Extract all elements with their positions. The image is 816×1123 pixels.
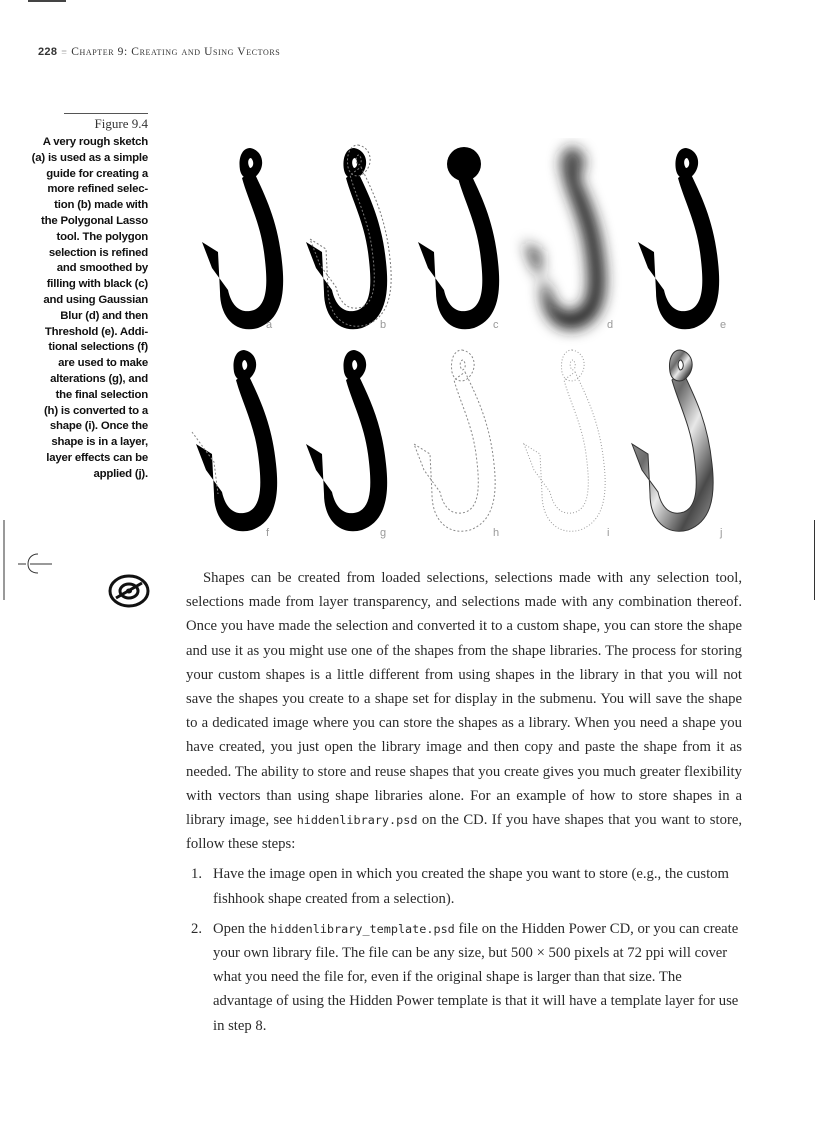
- caption-line: shape is in a layer,: [51, 436, 148, 449]
- figure-caption-text: [30, 135, 148, 483]
- caption-line: layer effects can be: [46, 451, 148, 464]
- panel-label-e: e: [720, 319, 727, 331]
- caption-line: A very rough sketch: [42, 136, 148, 148]
- step-text: file on the Hidden Power CD, or you can create your own library file. The file can be any size, but 500 × 500 pixels at 72 ppi will cover what you need the file for, even if the original shape is larger than that size. The advantage of using the Hidden Power template is that it will have a template layer for use in step 8.: [213, 920, 739, 1034]
- caption-line: more refined selec-: [47, 183, 148, 196]
- header-separator: ≡: [61, 47, 68, 58]
- caption-line: (a) is used as a simple: [31, 151, 148, 164]
- step-text: Open the: [213, 920, 267, 937]
- top-rule: [28, 0, 66, 2]
- step-text: Have the image open in which you created the shape you want to store (e.g., the custom fishhook shape created from a selection).: [213, 866, 729, 907]
- step-number: 1.: [191, 866, 203, 883]
- panel-label-c: c: [493, 319, 499, 331]
- caption-line: selection is refined: [48, 246, 148, 259]
- caption-line: the Polygonal Lasso: [41, 214, 148, 227]
- panel-label-a: a: [266, 319, 273, 331]
- fishhook-figure: [178, 138, 758, 548]
- paragraph-text: Shapes can be created from loaded selections, selections made with any selection tool, selections made from layer transparency, and selections made with any combination thereof. Once you have made the selection and converted it to a custom shape, you can store the shape and use it as you might use one of the shapes from the shape libraries. The process for storing your custom shapes is a little different from using shapes in the library in that you will not save the shapes you create to a shape set for display in the submenu. You will save the shape to a dedicated image where you can store the shapes as a library. When you need a shape you have created, you just open the library image and then copy and paste the shape from it as needed. The ability to store and reuse shapes that you create gives you much greater flexibility with vectors than using shape libraries alone. For an example of how to store shapes in a library image, see: [186, 570, 742, 829]
- panel-label-g: g: [380, 527, 387, 539]
- figure-caption: [30, 113, 148, 483]
- filename-code: hiddenlibrary_template.psd: [270, 921, 455, 936]
- panel-e-threshold: [638, 148, 719, 329]
- caption-line: tool. The polygon: [56, 230, 148, 243]
- right-margin-rule: [814, 520, 815, 600]
- caption-line: Blur (d) and then: [60, 309, 148, 322]
- body-text: [186, 566, 742, 1044]
- steps-list: [186, 862, 742, 1037]
- panel-label-b: b: [380, 319, 387, 331]
- caption-line: the final selection: [55, 388, 148, 401]
- panel-label-h: h: [493, 527, 500, 539]
- panel-g-alterations: [306, 350, 387, 531]
- panel-c-filled-black: [418, 147, 499, 329]
- caption-line: filling with black (c): [46, 278, 148, 291]
- panel-label-j: j: [720, 527, 723, 539]
- list-item: [186, 917, 742, 1038]
- caption-line: and smoothed by: [56, 262, 148, 275]
- chapter-title: Chapter 9: Creating and Using Vectors: [71, 46, 281, 58]
- caption-line: and using Gaussian: [43, 293, 148, 306]
- panel-label-i: i: [607, 527, 610, 539]
- caption-line: are used to make: [58, 357, 148, 370]
- panel-b-polygon-selection: [306, 145, 391, 329]
- panel-h-final-selection: [414, 350, 495, 531]
- panel-f-additional-selections: [192, 350, 277, 531]
- caption-line: tion (b) made with: [54, 199, 148, 212]
- crop-mark-icon: [0, 520, 60, 610]
- caption-line: Threshold (e). Addi-: [44, 325, 148, 338]
- cd-disc-icon: [108, 574, 150, 608]
- figure-title: Figure 9.4: [64, 113, 148, 132]
- panel-j-layer-effects: [632, 350, 713, 531]
- caption-line: applied (j).: [93, 467, 148, 480]
- panel-a-rough-sketch: [202, 148, 283, 329]
- step-number: 2.: [191, 920, 203, 937]
- caption-line: guide for creating a: [46, 167, 148, 180]
- page-number: 228: [38, 46, 58, 58]
- body-paragraph: [186, 566, 742, 856]
- list-item: [186, 862, 742, 910]
- panel-label-d: d: [607, 319, 614, 331]
- filename-code: hiddenlibrary.psd: [296, 813, 418, 828]
- caption-line: tional selections (f): [48, 341, 148, 354]
- caption-line: shape (i). Once the: [49, 420, 148, 433]
- panel-label-f: f: [266, 527, 270, 539]
- caption-line: alterations (g), and: [50, 372, 148, 385]
- running-head: [38, 46, 280, 58]
- panel-d-gaussian-blur: [524, 148, 605, 329]
- caption-line: (h) is converted to a: [43, 404, 148, 417]
- paragraph-text: on the CD. If you have shapes that you want to store, follow these steps:: [186, 812, 743, 853]
- panel-i-converted-shape: [524, 350, 605, 531]
